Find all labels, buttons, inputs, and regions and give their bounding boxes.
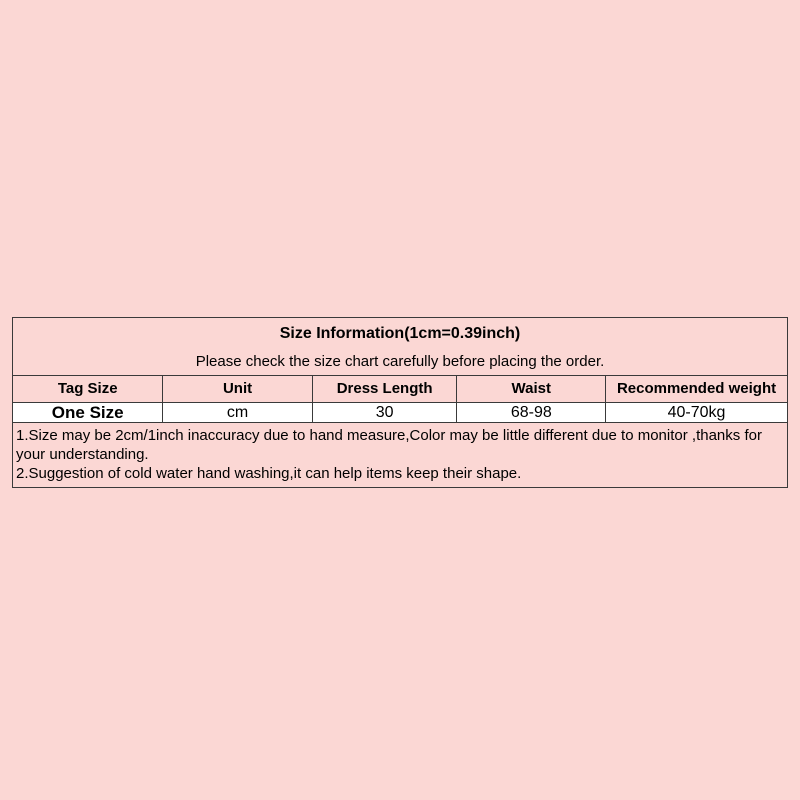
cell-waist: 68-98 xyxy=(456,403,605,422)
cell-recommended-weight: 40-70kg xyxy=(605,403,787,422)
column-header-unit: Unit xyxy=(162,376,311,402)
note-measure-inaccuracy: 1.Size may be 2cm/1inch inaccuracy due to hand measure,Color may be little different due to monitor ,thanks for your understanding. xyxy=(16,427,762,463)
title-section xyxy=(13,318,787,375)
column-header-recommended-weight: Recommended weight xyxy=(605,376,787,402)
column-header-tag-size: Tag Size xyxy=(57,380,118,397)
cell-dress-length: 30 xyxy=(312,403,457,422)
notes-section xyxy=(13,423,787,487)
column-header-dress-length: Dress Length xyxy=(312,376,457,402)
size-chart-table xyxy=(12,317,788,488)
size-chart-subtitle: Please check the size chart carefully before placing the order. xyxy=(195,353,605,370)
note-washing-suggestion: 2.Suggestion of cold water hand washing,it can help items keep their shape. xyxy=(16,465,522,482)
table-row xyxy=(13,403,787,423)
cell-tag-size: One Size xyxy=(51,403,124,422)
table-header-row xyxy=(13,375,787,403)
column-header-waist: Waist xyxy=(456,376,605,402)
size-chart-title: Size Information(1cm=0.39inch) xyxy=(279,325,521,342)
cell-unit: cm xyxy=(162,403,311,422)
